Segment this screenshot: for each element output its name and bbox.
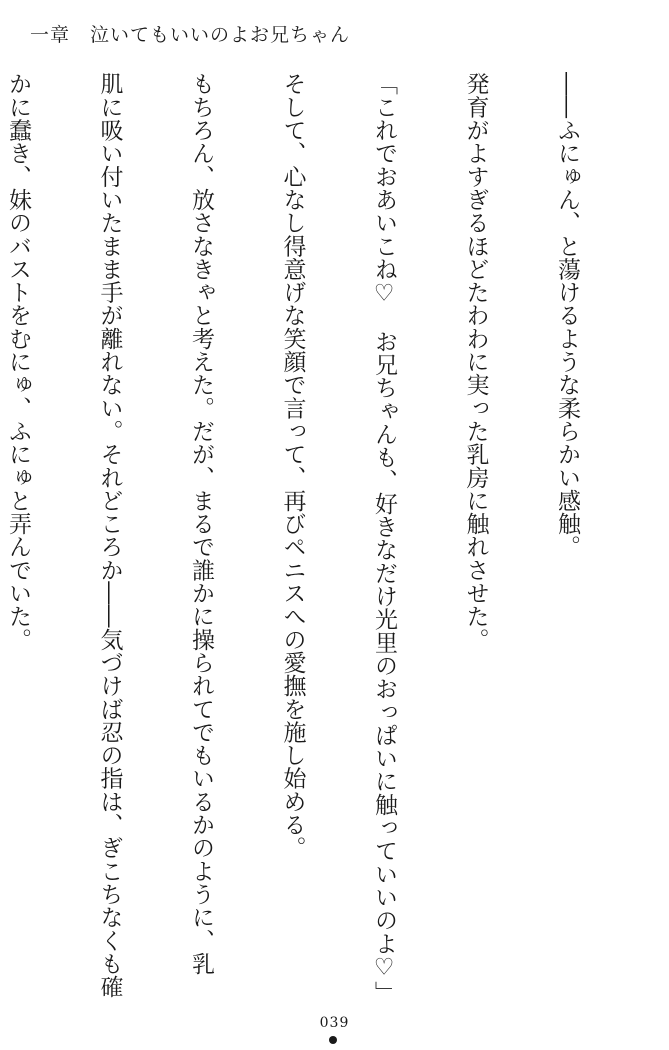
body-text: [5, 72, 643, 1012]
text-line: ――ふにゅん、と蕩けるような柔らかい感触。: [554, 72, 580, 559]
page-marker-dot: [329, 1036, 337, 1044]
text-line: 発育がよすぎるほどたわわに実った乳房に触れさせた。: [462, 72, 489, 651]
text-line: 「これでおあいこね♡ お兄ちゃんも、好きなだけ光里のおっぱいに触っていいのよ♡」: [371, 72, 397, 1004]
text-line: もちろん、放さなきゃと考えた。だが、まるで誰かに操られてでもいるかのように、乳: [188, 72, 214, 975]
page-number: 039: [319, 1015, 350, 1031]
text-line: 肌に吸い付いたまま手が離れない。それどころか――気づけば忍の指は、ぎこちなくも確: [96, 72, 123, 998]
text-line: そして、心なし得意げな笑顔で言って、再びペニスへの愛撫を施し始める。: [279, 72, 306, 860]
text-line: かに蠢き、妹のバストをむにゅ、ふにゅと弄んでいた。: [5, 72, 31, 651]
running-head: 一章 泣いてもいいのよお兄ちゃん: [30, 24, 351, 46]
